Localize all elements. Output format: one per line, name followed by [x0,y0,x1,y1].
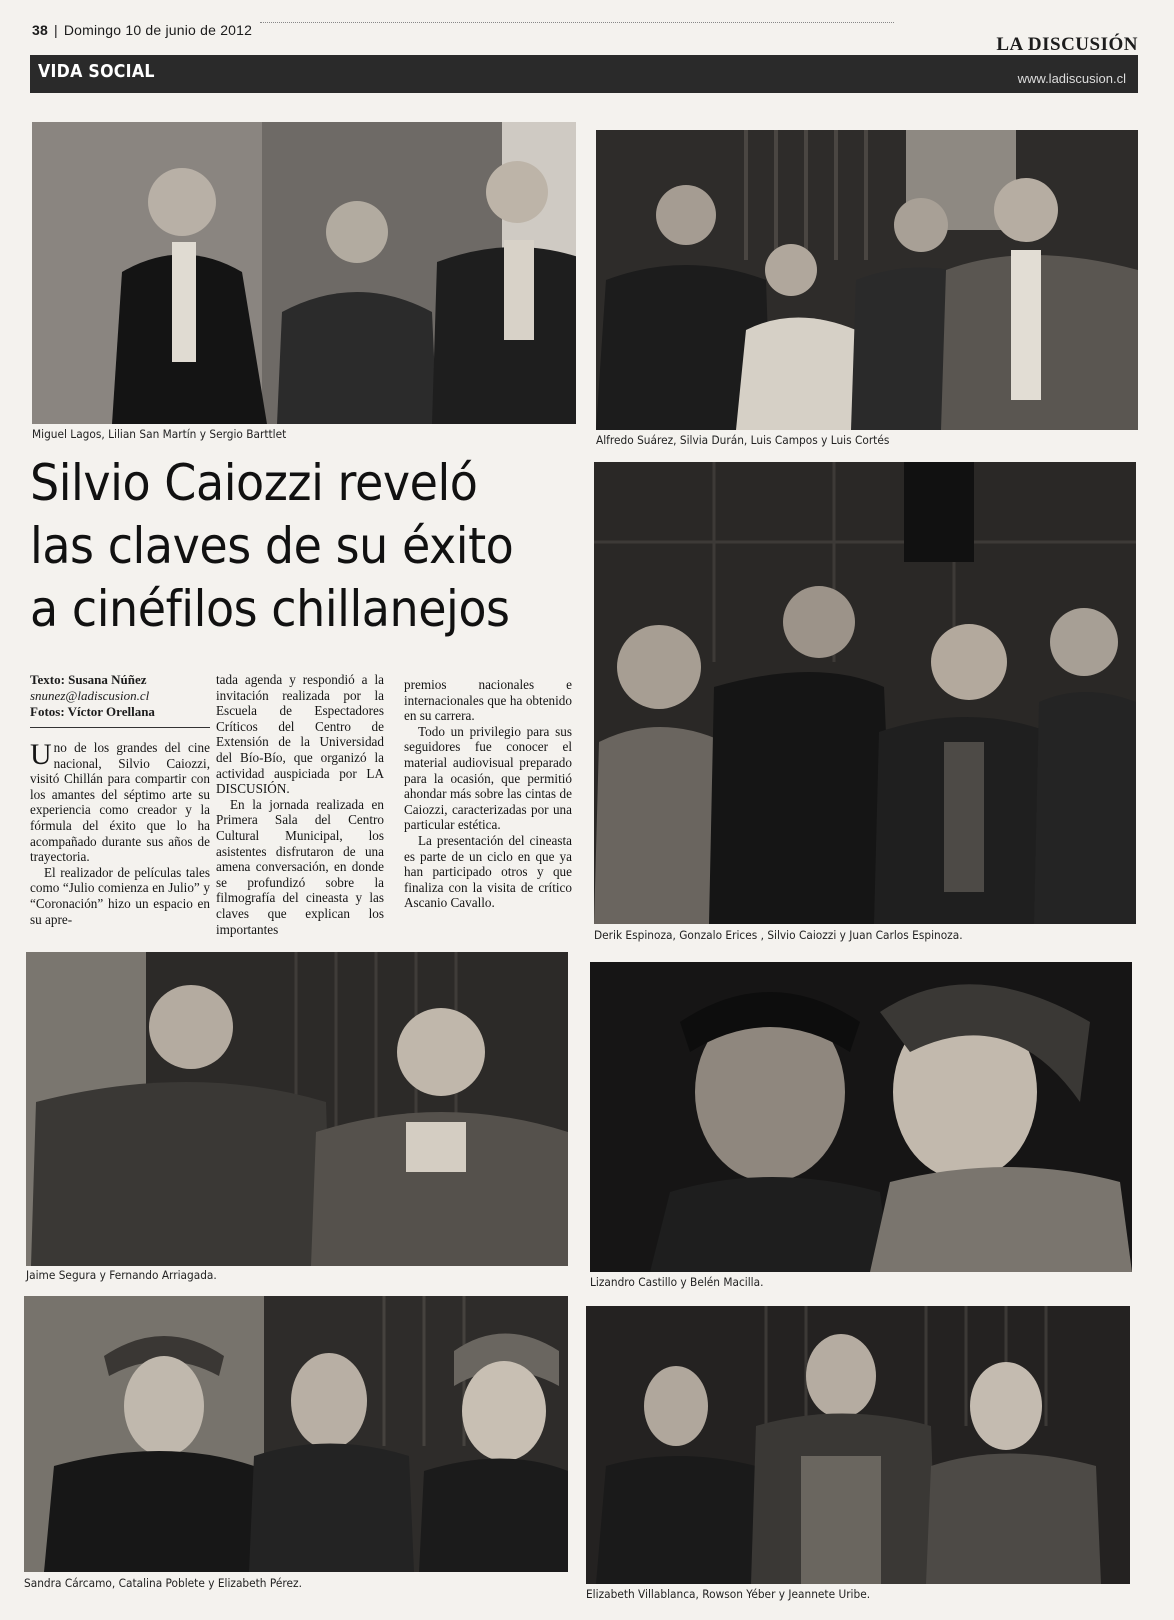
article-paragraph: Uno de los grandes del cine nacional, Silvio Caiozzi, visitó Chillán para compartir con los amantes del séptimo arte su experiencia como creador y la fórmula del éxito que lo ha acompañado durante sus años de trayectoria. [30,738,210,865]
caption-photo-5: Lizandro Castillo y Belén Macilla. [590,1275,764,1289]
article-paragraph: Todo un privilegio para sus seguidores fue conocer el material audiovisual preparado para la ocasión, que permitió ahondar más sobre las cintas de Caiozzi, caracterizadas por una particular estética. [404,723,572,833]
article-paragraph: En la jornada realizada en Primera Sala del Centro Cultural Municipal, los asistentes disfrutaron de una amena conversación, en donde se profundizó sobre la filmografía del cineasta y las claves que explican los importantes [216,796,384,937]
caption-photo-7: Elizabeth Villablanca, Rowson Yéber y Jeannete Uribe. [586,1587,871,1601]
website-url: www.ladiscusion.cl [1017,71,1126,86]
article-paragraph: La presentación del cineasta es parte de un ciclo en que ya han participado otros y que finaliza con la visita de crítico Ascanio Cavallo. [404,832,572,911]
page-date: Domingo 10 de junio de 2012 [63,22,253,38]
byline-author: Texto: Susana Núñez [30,672,147,687]
article-paragraph: El realizador de películas tales como “Julio comienza en Julio” y “Coronación” hizo un espacio en su apre- [30,864,210,927]
byline-email: snunez@ladiscusion.cl [30,688,150,703]
photo-group-1 [32,122,576,424]
byline [30,672,210,720]
article-column-3 [404,677,572,911]
byline-rule [30,727,210,728]
section-title: VIDA SOCIAL [38,61,155,82]
caption-photo-3: Derik Espinoza, Gonzalo Erices , Silvio Caiozzi y Juan Carlos Espinoza. [594,928,963,942]
photo-group-3 [594,462,1136,924]
caption-photo-6: Sandra Cárcamo, Catalina Poblete y Elizabeth Pérez. [24,1576,302,1590]
article-column-2 [216,672,384,937]
drop-cap: U [30,738,52,771]
article-headline: Silvio Caiozzi reveló las claves de su éxito a cinéfilos chillanejos [30,454,514,638]
byline-photographer: Fotos: Víctor Orellana [30,704,155,719]
photo-group-2 [596,130,1138,430]
photo-group-4 [26,952,568,1266]
photo-group-7 [586,1306,1130,1584]
page-header: 38 | Domingo 10 de junio de 2012 [32,22,253,38]
section-bar [30,55,1138,93]
page-number: 38 [32,22,48,38]
caption-photo-1: Miguel Lagos, Lilian San Martín y Sergio Barttlet [32,427,287,441]
photo-group-5 [590,962,1132,1272]
header-dotted-rule [260,22,894,23]
article-column-1 [30,740,210,927]
article-paragraph: premios nacionales e internacionales que ha obtenido en su carrera. [404,677,572,724]
article-paragraph: tada agenda y respondió a la invitación realizada por la Escuela de Espectadores Críticos del Centro de Extensión de la Universidad del Bío-Bío, que organizó la actividad auspiciada por LA DISCUSIÓN. [216,672,384,797]
caption-photo-4: Jaime Segura y Fernando Arriagada. [26,1268,217,1282]
masthead: LA DISCUSIÓN [996,34,1138,55]
caption-photo-2: Alfredo Suárez, Silvia Durán, Luis Campos y Luis Cortés [596,433,890,447]
photo-group-6 [24,1296,568,1572]
